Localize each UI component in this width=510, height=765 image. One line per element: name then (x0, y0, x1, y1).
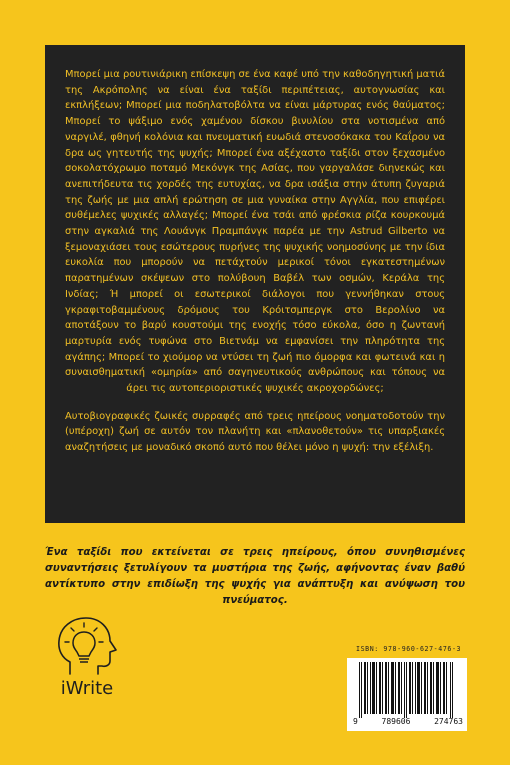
publisher-logo (44, 612, 130, 722)
summary-text: Ένα ταξίδι που εκτείνεται σε τρεις ηπείρους, όπου συνηθισμένες συναντήσεις ξετυλίγουν τα μυστήρια της ζωής, αφήνοντας έναν βαθύ αντίκτυπο στην επιδίωξη της ψυχής για ανάπτυξη και ανύψωση του πνεύματος. (45, 547, 465, 606)
synopsis-panel (45, 45, 465, 523)
barcode (347, 658, 467, 731)
barcode-digit-prefix: 9 (353, 717, 358, 726)
barcode-digit-group-2: 274763 (434, 717, 463, 726)
publisher-name: iWrite (60, 678, 114, 699)
barcode-digit-group-1: 789606 (381, 717, 411, 726)
summary-block (45, 545, 465, 609)
lightbulb-head-icon (44, 612, 130, 680)
synopsis-paragraph-1: Μπορεί μια ρουτινιάρικη επίσκεψη σε ένα καφέ υπό την καθοδηγητική ματιά της Ακρόπολης να είναι ένα ταξίδι περιπέτειας, αυτογνωσίας και εκπλήξεων; Μπορεί μια ποδηλατοβόλτα να είναι μάρτυρας ενός θαύματος; Μπορεί το ψάξιμο ενός χαμένου δίσκου βινυλίου στα νοτισμένα από ναργιλέ, φθηνή κολόνια και πνευματική ευωδιά στενοσόκακα του Καΐρου να δρα ως γητευτής της ψυχής; Μπορεί ένα αξέχαστο ταξίδι στον ξεχασμένο σοκολατόχρωμο ποταμό Μεκόνγκ της Ασίας, που γαργαλάσε διηνεκώς και ανεπιτήδευτα τις χορδές της ευτυχίας, να δρα ισάξια στην άτυπη ζυγαριά της ζωής με μια απλή ερώτηση σε μια γυναίκα στην Αγγλία, που επιφέρει συθέμελες ψυχικές αλλαγές; Μπορεί ένα τσάι από φρέσκια ρίζα κουρκουμά στην αγκαλιά της Λουάνγκ Πραμπάνγκ παρέα με την Astrud Gilberto να ξεμοναχιάσει τους εσώτερους πυρήνες της ψυχικής νοημοσύνης με την ίδια ευκολία που μπορούν να πετάχτούν μερικοί τόνοι εγκατεστημένων παρατημένων σκέψεων στο πολύβουη Βαβέλ των οσμών, Κεράλα της Ινδίας; Ή μπορεί οι εσωτερικοί διάλογοι που γεννήθηκαν στους γκραφιτοβαμμένους δρόμους του Κρόιτσμπεργκ στο Βερολίνο να αποτάξουν το βαρύ κουστούμι της ενοχής τόσο εύκολα, όσο η ζωντανή μαρτυρία ενός τυφώνα στο Βιετνάμ να εμφανίσει την πληρότητα της αγάπης; Μπορεί το χιούμορ να ντύσει τη ζωή πιο όμορφα και φωτεινά και η συναισθηματική «ομηρία» από σαγηνευτικούς ανθρώπους και τόπους να άρει τις αυτοπεριοριστικές ψυχικές ακροχορδώνες; (65, 69, 445, 395)
isbn-label: ISBN: 978-960-627-476-3 (356, 645, 462, 653)
barcode-digits (353, 717, 463, 726)
synopsis-paragraph-2: Αυτοβιογραφικές ζωικές συρραφές από τρεις ηπείρους νοηματοδοτούν την (υπέροχη) ζωή σε αυτόν τον πλανήτη και «πλανοθετούν» τις υπαρξιακές αναζητήσεις με μοναδικό σκοπό αυτό που θέλει μόνο η ψυχή: την εξέλιξη. (65, 410, 445, 454)
barcode-bars (357, 662, 457, 718)
